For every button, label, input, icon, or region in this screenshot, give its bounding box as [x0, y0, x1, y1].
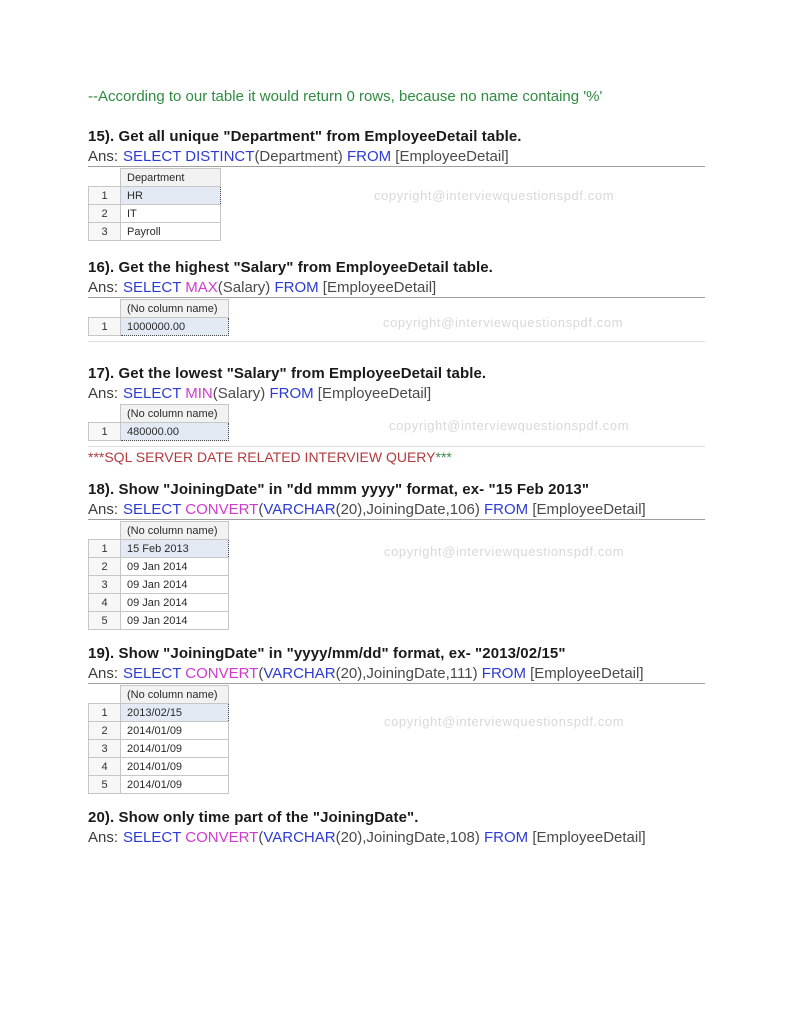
answer-line [88, 664, 705, 683]
watermark-text: copyright@interviewquestionspdf.com [389, 418, 630, 433]
sql-keyword: SELECT [123, 385, 186, 402]
question-20 [88, 808, 705, 847]
result-table [88, 685, 229, 794]
table-row [89, 704, 229, 722]
row-number: 3 [89, 740, 121, 758]
question-heading: 16). Get the highest "Salary" from EmployeeDetail table. [88, 259, 493, 276]
data-cell: IT [121, 205, 221, 223]
sql-text: (Department) [254, 148, 347, 165]
table-row [89, 776, 229, 794]
question-15 [88, 127, 705, 241]
ans-label: Ans: [88, 829, 119, 846]
data-cell: 480000.00 [121, 423, 229, 441]
corner-cell [89, 300, 121, 318]
sql-function: CONVERT [185, 665, 259, 682]
sql-text: [EmployeeDetail] [391, 148, 509, 165]
sql-text: [EmployeeDetail] [528, 501, 646, 518]
divider [88, 297, 705, 298]
sql-text: (20),JoiningDate,111) [335, 665, 482, 682]
sql-text: [EmployeeDetail] [528, 829, 646, 846]
question-heading: 20). Show only time part of the "JoiningDate". [88, 809, 419, 826]
row-number: 3 [89, 223, 121, 241]
row-number: 2 [89, 205, 121, 223]
sql-text: (Salary) [217, 279, 275, 296]
question-heading: 18). Show "JoiningDate" in "dd mmm yyyy" format, ex- "15 Feb 2013" [88, 481, 590, 498]
sql-keyword: SELECT [123, 501, 186, 518]
sql-text: [EmployeeDetail] [318, 279, 437, 296]
result-table [88, 521, 229, 630]
divider [88, 341, 705, 342]
data-cell: 09 Jan 2014 [121, 576, 229, 594]
watermark-text: copyright@interviewquestionspdf.com [374, 188, 615, 203]
divider [88, 519, 705, 520]
question-heading: 15). Get all unique "Department" from EmployeeDetail table. [88, 128, 522, 145]
sql-keyword: FROM [269, 385, 314, 402]
data-cell: 1000000.00 [121, 318, 229, 336]
ans-label: Ans: [88, 385, 119, 402]
header-row [89, 169, 221, 187]
row-number: 1 [89, 318, 121, 336]
column-header: (No column name) [121, 405, 229, 423]
corner-cell [89, 405, 121, 423]
row-number: 2 [89, 722, 121, 740]
table-row [89, 540, 229, 558]
row-number: 1 [89, 423, 121, 441]
sql-text: (20),JoiningDate,106) [335, 501, 484, 518]
data-cell: 09 Jan 2014 [121, 612, 229, 630]
sql-text: (Salary) [212, 385, 270, 402]
sql-text: (20),JoiningDate,108) [335, 829, 484, 846]
sql-keyword: FROM [346, 148, 392, 165]
result-table [88, 404, 229, 441]
sql-function: CONVERT [185, 829, 259, 846]
sql-keyword: SELECT DISTINCT [123, 148, 255, 165]
column-header: (No column name) [121, 300, 229, 318]
column-header: (No column name) [121, 522, 229, 540]
table-row [89, 223, 221, 241]
section-title [88, 447, 705, 467]
section-title-stars: *** [435, 449, 452, 465]
data-cell: 2014/01/09 [121, 758, 229, 776]
sql-function: CONVERT [185, 501, 259, 518]
divider [88, 166, 705, 167]
answer-line [88, 828, 705, 847]
corner-cell [89, 522, 121, 540]
corner-cell [89, 686, 121, 704]
data-cell: 2014/01/09 [121, 776, 229, 794]
table-row [89, 758, 229, 776]
table-row [89, 740, 229, 758]
table-row [89, 722, 229, 740]
row-number: 1 [89, 704, 121, 722]
sql-text: [EmployeeDetail] [525, 665, 644, 682]
divider [88, 683, 705, 684]
sql-keyword: SELECT [123, 279, 186, 296]
data-cell: 2014/01/09 [121, 722, 229, 740]
watermark-text: copyright@interviewquestionspdf.com [384, 714, 625, 729]
column-header: (No column name) [121, 686, 229, 704]
table-row [89, 205, 221, 223]
ans-label: Ans: [88, 279, 119, 296]
table-row [89, 576, 229, 594]
row-number: 5 [89, 776, 121, 794]
row-number: 5 [89, 612, 121, 630]
table-row [89, 594, 229, 612]
watermark-text: copyright@interviewquestionspdf.com [384, 544, 625, 559]
sql-comment-note: --According to our table it would return 0 rows, because no name containg '%' [88, 88, 603, 105]
data-cell: 2014/01/09 [121, 740, 229, 758]
question-heading: 17). Get the lowest "Salary" from EmployeeDetail table. [88, 365, 487, 382]
data-cell: Payroll [121, 223, 221, 241]
sql-text: ( [258, 829, 264, 846]
sql-text: ( [258, 665, 264, 682]
sql-keyword: FROM [274, 279, 319, 296]
question-17 [88, 364, 705, 447]
data-cell: 09 Jan 2014 [121, 594, 229, 612]
ans-label: Ans: [88, 501, 119, 518]
row-number: 4 [89, 594, 121, 612]
corner-cell [89, 169, 121, 187]
ans-label: Ans: [88, 665, 119, 682]
sql-keyword: VARCHAR [263, 501, 336, 518]
sql-keyword: VARCHAR [263, 829, 336, 846]
result-table [88, 299, 229, 336]
question-heading: 19). Show "JoiningDate" in "yyyy/mm/dd" format, ex- "2013/02/15" [88, 645, 566, 662]
data-cell: 2013/02/15 [121, 704, 229, 722]
sql-keyword: SELECT [123, 829, 186, 846]
sql-keyword: FROM [484, 829, 529, 846]
header-row [89, 522, 229, 540]
data-cell: HR [121, 187, 221, 205]
table-row [89, 558, 229, 576]
answer-line [88, 278, 705, 297]
header-row [89, 686, 229, 704]
data-cell: 15 Feb 2013 [121, 540, 229, 558]
sql-keyword: SELECT [123, 665, 186, 682]
result-table [88, 168, 221, 241]
answer-line [88, 147, 705, 166]
sql-keyword: FROM [484, 501, 529, 518]
sql-function: MAX [185, 279, 218, 296]
sql-keyword: FROM [481, 665, 526, 682]
header-row [89, 405, 229, 423]
sql-text: [EmployeeDetail] [313, 385, 432, 402]
sql-text: ( [258, 501, 264, 518]
table-row [89, 187, 221, 205]
row-number: 1 [89, 540, 121, 558]
answer-line [88, 500, 705, 519]
table-row [89, 612, 229, 630]
row-number: 2 [89, 558, 121, 576]
row-number: 1 [89, 187, 121, 205]
table-row [89, 423, 229, 441]
row-number: 4 [89, 758, 121, 776]
sql-function: MIN [185, 385, 213, 402]
section-title-text: ***SQL SERVER DATE RELATED INTERVIEW QUERY [88, 449, 436, 465]
watermark-text: copyright@interviewquestionspdf.com [383, 315, 624, 330]
header-row [89, 300, 229, 318]
column-header: Department [121, 169, 221, 187]
table-row [89, 318, 229, 336]
sql-keyword: VARCHAR [263, 665, 336, 682]
answer-line [88, 384, 705, 403]
ans-label: Ans: [88, 148, 119, 165]
row-number: 3 [89, 576, 121, 594]
data-cell: 09 Jan 2014 [121, 558, 229, 576]
